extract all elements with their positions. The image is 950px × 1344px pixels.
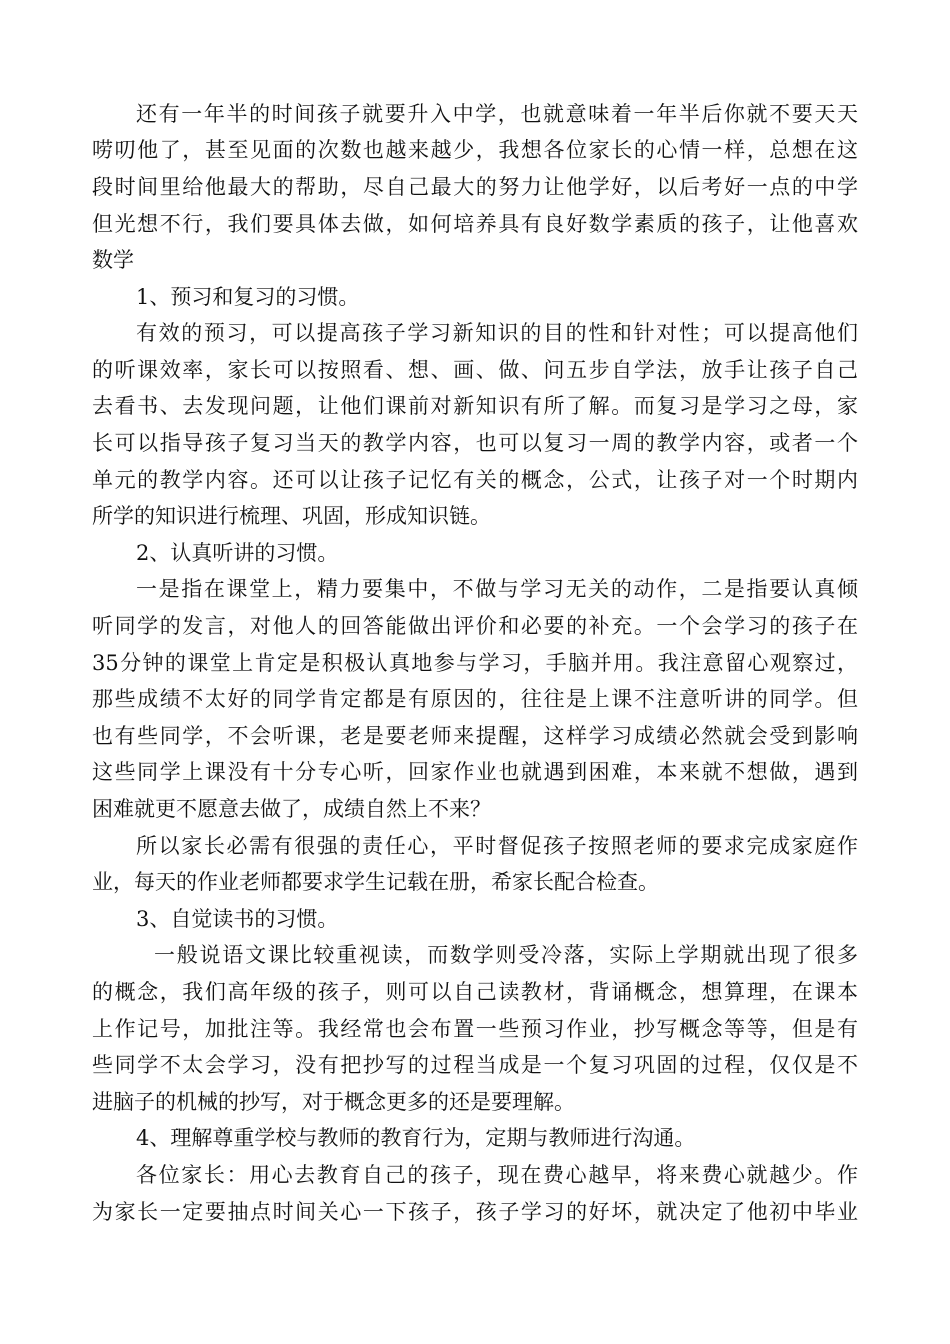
paragraph-line: 各位家长：用心去教育自己的孩子，现在费心越早，将来费心就越少。作 [136,1163,858,1187]
paragraph-line: 还有一年半的时间孩子就要升入中学，也就意味着一年半后你就不要天天 [136,102,858,126]
paragraph-line: 有效的预习，可以提高孩子学习新知识的目的性和针对性；可以提高他们 [136,321,858,345]
paragraph-line: 为家长一定要抽点时间关心一下孩子，孩子学习的好坏，就决定了他初中毕业 [92,1200,858,1224]
paragraph-line: 这些同学上课没有十分专心听，回家作业也就遇到困难，本来就不想做，遇到 [92,760,858,784]
paragraph-line: 的听课效率，家长可以按照看、想、画、做、问五步自学法，放手让孩子自己 [92,358,858,382]
paragraph-line: 些同学不太会学习，没有把抄写的过程当成是一个复习巩固的过程，仅仅是不 [92,1053,858,1077]
paragraph-line: 困难就更不愿意去做了，成绩自然上不来？ [92,797,491,821]
paragraph-line: 但光想不行，我们要具体去做，如何培养具有良好数学素质的孩子，让他喜欢 [92,212,858,236]
paragraph-line: 一是指在课堂上，精力要集中，不做与学习无关的动作，二是指要认真倾 [136,577,858,601]
paragraph-line: 业，每天的作业老师都要求学生记载在册，希家长配合检查。 [92,870,659,894]
paragraph-line: 的概念，我们高年级的孩子，则可以自己读教材，背诵概念，想算理，在课本 [92,980,858,1004]
paragraph-line: 所学的知识进行梳理、巩固，形成知识链。 [92,504,491,528]
section-heading: 2、认真听讲的习惯。 [136,541,339,565]
paragraph-line: 那些成绩不太好的同学肯定都是有原因的，往往是上课不注意听讲的同学。但 [92,687,858,711]
paragraph-line: 35分钟的课堂上肯定是积极认真地参与学习，手脑并用。我注意留心观察过， [92,651,858,675]
paragraph-line: 段时间里给他最大的帮助，尽自己最大的努力让他学好，以后考好一点的中学 [92,175,858,199]
paragraph-line: 一般说语文课比较重视读，而数学则受冷落，实际上学期就出现了很多 [154,943,858,967]
paragraph-line: 单元的教学内容。还可以让孩子记忆有关的概念，公式，让孩子对一个时期内 [92,468,858,492]
paragraph-line: 去看书、去发现问题，让他们课前对新知识有所了解。而复习是学习之母，家 [92,394,858,418]
paragraph-line: 听同学的发言，对他人的回答能做出评价和必要的补充。一个会学习的孩子在 [92,614,858,638]
paragraph-line: 所以家长必需有很强的责任心，平时督促孩子按照老师的要求完成家庭作 [136,834,858,858]
paragraph-line: 进脑子的机械的抄写，对于概念更多的还是要理解。 [92,1090,575,1114]
paragraph-line: 上作记号，加批注等。我经常也会布置一些预习作业，抄写概念等等，但是有 [92,1017,858,1041]
section-heading: 4、理解尊重学校与教师的教育行为，定期与教师进行沟通。 [136,1126,696,1150]
paragraph-line: 也有些同学，不会听课，老是要老师来提醒，这样学习成绩必然就会受到影响 [92,724,858,748]
paragraph-line: 数学 [92,248,134,272]
section-heading: 1、预习和复习的习惯。 [136,285,360,309]
paragraph-line: 唠叨他了，甚至见面的次数也越来越少，我想各位家长的心情一样，总想在这 [92,138,858,162]
section-heading: 3、自觉读书的习惯。 [136,907,339,931]
paragraph-line: 长可以指导孩子复习当天的教学内容，也可以复习一周的教学内容，或者一个 [92,431,858,455]
